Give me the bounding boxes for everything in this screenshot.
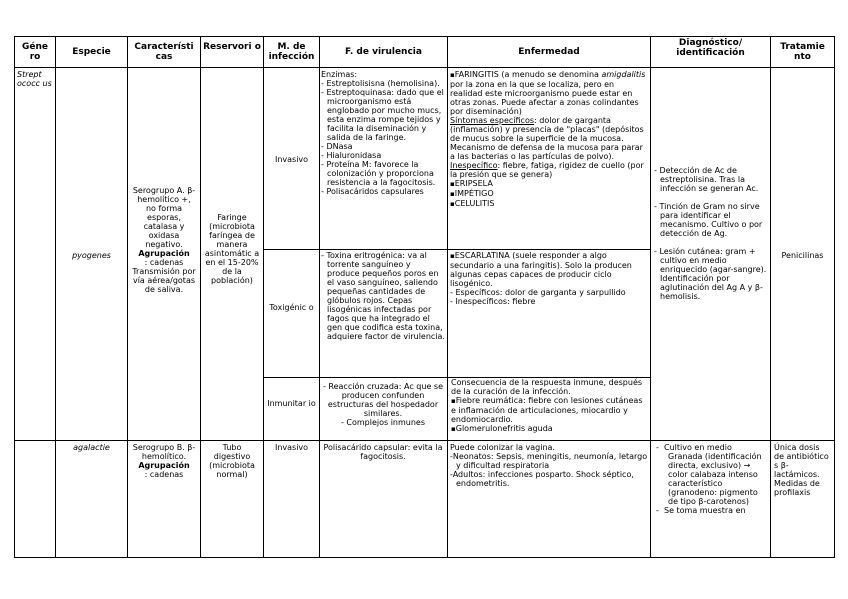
enzimas-title: Enzimas: <box>321 70 358 79</box>
genus-label: Strept ococc us <box>17 70 52 88</box>
agalactie-reservorio: Tubo digestivo (microbiota normal) <box>209 443 255 479</box>
column-divider <box>770 36 771 558</box>
row-divider <box>14 440 834 441</box>
agalactie-caracteristicas <box>131 443 197 479</box>
neonatos-item: -Neonatos: Sepsis, meningitis, neumonía, letargo y dificultad respiratoria <box>450 452 648 470</box>
toxina-text: - Toxina eritrogénica: va al torrente sanguíneo y produce pequeños poros en el vaso sanguíneo, saliendo pequeñas cantidades de glóbulos rojos. Cepas lisogénicas infectadas por fagos que ha integrado el gen que codifica esta toxina, adquiere factor de virulencia. <box>321 251 445 341</box>
diagnostico-item: - Cultivo en medio Granada (identificación directa, exclusivo) → color calabaza intenso característico (granodeno: pigmento de tipo β-carotenos) <box>656 443 762 506</box>
species-pyogenes: pyogenes <box>72 251 111 260</box>
inespecificos-item: - Inespecíficos: fiebre <box>450 297 536 306</box>
virulencia-item: - Polisacáridos capsulares <box>321 187 424 196</box>
header-virulencia: F. de virulencia <box>345 47 422 57</box>
enfermedad-toxigenico <box>450 251 648 306</box>
agrupacion-label: Agrupación <box>138 461 190 470</box>
header-enfermedad: Enfermedad <box>518 47 580 57</box>
row-divider <box>263 249 650 250</box>
caract-text: Serogrupo A. β-hemolítico +, no forma esporas, catalasa y oxidasa negativo. <box>132 186 196 249</box>
virulencia-toxigenico <box>321 251 445 341</box>
table-border-bottom <box>14 557 834 558</box>
virulencia-item: - Estreptolisisna (hemolisina). <box>321 79 440 88</box>
especificos-item: - Específicos: dolor de garganta y sarpullido <box>450 288 626 297</box>
enfermedad-invasivo <box>450 70 648 209</box>
agrupacion-value: : cadenas <box>144 258 184 267</box>
inespecifico-block: Inespecífico: fiebre, fatiga, rigidez de cuello (por la presión que se genera) <box>450 161 644 179</box>
column-divider <box>127 36 128 558</box>
virulencia-item: - Proteína M: favorece la colonización y proporciona resistencia a la fagocitosis. <box>321 160 436 187</box>
agalactie-virulencia: Polisacárido capsular: evita la fagocitosis. <box>323 443 443 461</box>
complejos-inmunes: - Complejos inmunes <box>340 418 426 427</box>
tratamiento-pyogenes: Penicilinas <box>781 251 824 260</box>
header-mecanismo: M. de infección <box>268 42 315 62</box>
enfermedad-inmunitario <box>451 378 648 434</box>
agalactie-enfermedad <box>450 443 648 488</box>
agrupacion-label: Agrupación <box>138 249 190 258</box>
caract-text: Serogrupo B. β-hemolítico. <box>132 443 196 461</box>
column-divider <box>650 36 651 558</box>
table-border-top <box>14 36 834 37</box>
eripsela-item: ▪ ERIPSELA <box>450 179 648 189</box>
mecanismo-invasivo: Invasivo <box>274 155 309 164</box>
diagnostico-item: - Se toma muestra en <box>656 506 746 515</box>
agrupacion-value: : cadenas <box>144 470 184 479</box>
column-divider <box>834 36 835 558</box>
transmision-text: Transmisión por vía aérea/gotas de saliva. <box>132 267 196 294</box>
column-divider <box>447 36 448 558</box>
header-divider <box>14 67 834 68</box>
column-divider <box>200 36 201 558</box>
header-genero: Géne ro <box>21 42 48 62</box>
agalactie-diagnostico <box>656 443 768 515</box>
glomerulonefritis: ▪ Glomerulonefritis aguda <box>451 424 648 434</box>
mecanismo-toxigenico: Toxigénic o <box>269 303 314 312</box>
diagnostico-pyogenes <box>654 166 768 301</box>
sintomas-block: Síntomas específicos: dolor de garganta (inflamación) y presencia de "placas" (depósitos de mucus sobre la superficie de la mucosa. Mecanismo de defensa de la mucosa para parar a las bacterias o las partículas de polvo). <box>450 116 644 161</box>
diagnostico-item: - Detección de Ac de estreptolisina. Tras la infección se generan Ac. <box>654 166 759 193</box>
virulencia-item: - DNasa <box>321 142 353 151</box>
diagnostico-item: - Lesión cutánea: gram + cultivo en medio enriquecido (agar-sangre). Identificación por aglutinación del Ag A y β-hemolisis. <box>654 247 767 301</box>
virulencia-inmunitario <box>321 382 445 427</box>
fiebre-reumatica: ▪ Fiebre reumática: fiebre con lesiones cutáneas e inflamación de articulaciones, miocardio y endomiocardio. <box>451 396 648 424</box>
consecuencia-text: Consecuencia de la respuesta inmune, después de la curación de la infección. <box>451 378 643 396</box>
column-divider <box>14 36 15 558</box>
column-divider <box>55 36 56 558</box>
adultos-item: -Adultos: infecciones posparto. Shock séptico, endometritis. <box>450 470 634 488</box>
header-reservorio: Reservori o <box>203 42 261 52</box>
celulitis-item: ▪ CELULITIS <box>450 199 648 209</box>
virulencia-invasivo <box>321 70 445 196</box>
virulencia-item: - Estreptoquinasa: dado que el microorganismo está englobado por mucho mucs, esta enzima rompe tejidos y facilita la diseminación y salida de la faringe. <box>321 88 444 142</box>
virulencia-item: - Hialuronidasa <box>321 151 382 160</box>
faringitis-block: ▪ FARINGITIS (a menudo se denomina amigdalitis por la zona en la que se localiza, pero en realidad este microorganismo puede estar en otras zonas. Puede afectar a zonas colindantes por diseminación) <box>450 70 648 116</box>
column-divider <box>263 36 264 558</box>
reaccion-cruzada: - Reacción cruzada: Ac que se producen confunden estructuras del hospedador similares. <box>322 382 444 418</box>
mecanismo-inmunitario: Inmunitar io <box>267 399 316 408</box>
column-divider <box>319 36 320 558</box>
tratamiento-agalactie: Única dosis de antibiótico s β-lactámicos. Medidas de profilaxis <box>774 443 829 497</box>
pyogenes-caracteristicas <box>131 186 197 294</box>
escarlatina-block: ▪ ESCARLATINA (suele responder a algo secundario a una faringitis). Solo la producen algunas cepas capaces de producir ciclo lisogénico. <box>450 251 648 288</box>
agalactie-mecanismo: Invasivo <box>274 443 309 452</box>
header-caracteristicas: Característi cas <box>134 42 194 62</box>
diagnostico-item: - Tinción de Gram no sirve para identificar el mecanismo. Cultivo o por detección de Ag. <box>654 202 763 238</box>
header-diagnostico: Diagnóstico/ identificación <box>676 38 745 58</box>
colonizar-text: Puede colonizar la vagina. <box>450 443 555 452</box>
species-agalactie: agalactie <box>73 443 110 452</box>
header-tratamiento: Tratamie nto <box>780 42 825 62</box>
header-especie: Especie <box>72 47 111 57</box>
pyogenes-reservorio: Faringe (microbiota faríngea de manera asintomátic a en el 15-20% de la población) <box>204 213 260 285</box>
impetigo-item: ▪ IMPÉTIGO <box>450 189 648 199</box>
